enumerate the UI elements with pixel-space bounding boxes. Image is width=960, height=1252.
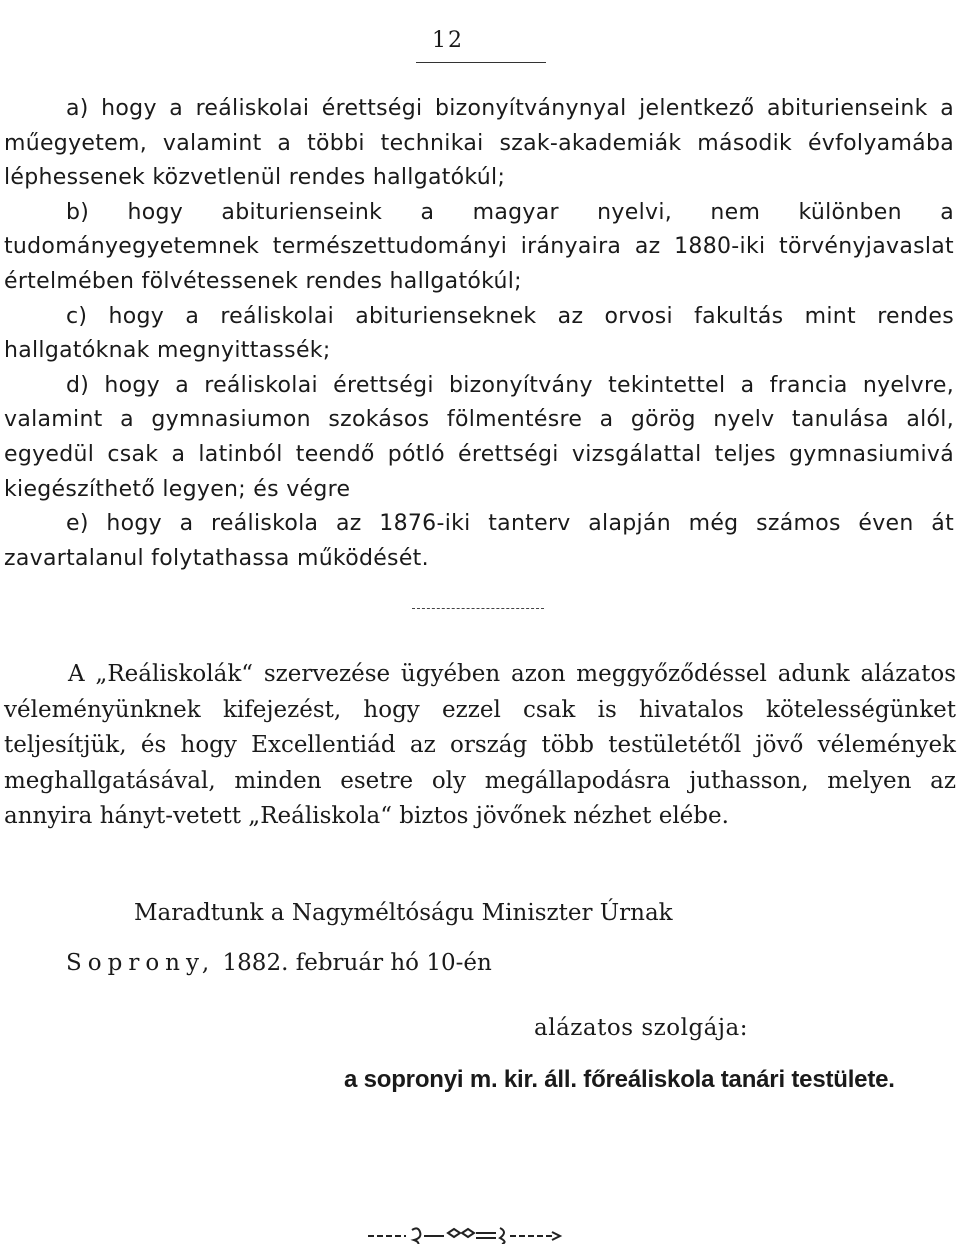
date-line — [66, 950, 492, 976]
demand-item-c: c) hogy a reáliskolai abiturienseknek az orvosi fakultás mint rendes hallgatóknak megnyittassék; — [4, 303, 954, 364]
end-ornament-icon — [366, 1222, 566, 1244]
conclusion-paragraph: A „Reáliskolák“ szervezése ügyében azon meggyőződéssel adunk alázatos véleményünknek kifejezést, hogy ezzel csak is hivatalos kötelességünket teljesítjük, és hogy Excellentiád az ország több testületétől jövő vélemények meghallgatásával, minden esetre oly megállapodásra juthasson, melyen az annyira hányt-vetett „Reáliskola“ biztos jövőnek nézhet elébe. — [4, 661, 956, 829]
closing-line: Maradtunk a Nagyméltóságu Miniszter Úrnak — [134, 900, 673, 926]
demand-item-b: b) hogy abiturienseink a magyar nyelvi, nem különben a tudományegyetemnek természettudományi irányaira az 1880-iki törvényjavaslat értelmében fölvétessenek rendes hallgatókúl; — [4, 199, 954, 294]
salutation: alázatos szolgája: — [534, 1015, 748, 1041]
demands-list — [4, 92, 954, 576]
page-number-rule — [416, 62, 546, 63]
conclusion-section — [4, 657, 956, 835]
demand-item-e: e) hogy a reáliskola az 1876-iki tanterv alapján még számos éven át zavartalanul folytathassa működését. — [4, 511, 954, 571]
page-number: 12 — [432, 28, 464, 53]
section-divider — [412, 608, 544, 609]
date-place: Soprony, — [66, 950, 216, 976]
date-text: 1882. február hó 10-én — [215, 950, 492, 976]
signature: a sopronyi m. kir. áll. főreáliskola tanári testülete. — [344, 1066, 895, 1093]
demand-item-a: a) hogy a reáliskolai érettségi bizonyítványnyal jelentkező abiturienseink a műegyetem, valamint a többi technikai szak-akademiák második évfolyamába léphessenek közvetlenül rendes hallgatókúl; — [4, 96, 954, 191]
demand-item-d: d) hogy a reáliskolai érettségi bizonyítvány tekintettel a francia nyelvre, valamint a gymnasiumon szokásos fölmentésre a görög nyelv tanulása alól, egyedül csak a latinból teendő pótló érettségi vizsgálattal teljes gymnasiumivá kiegészíthető legyen; és végre — [4, 372, 954, 502]
